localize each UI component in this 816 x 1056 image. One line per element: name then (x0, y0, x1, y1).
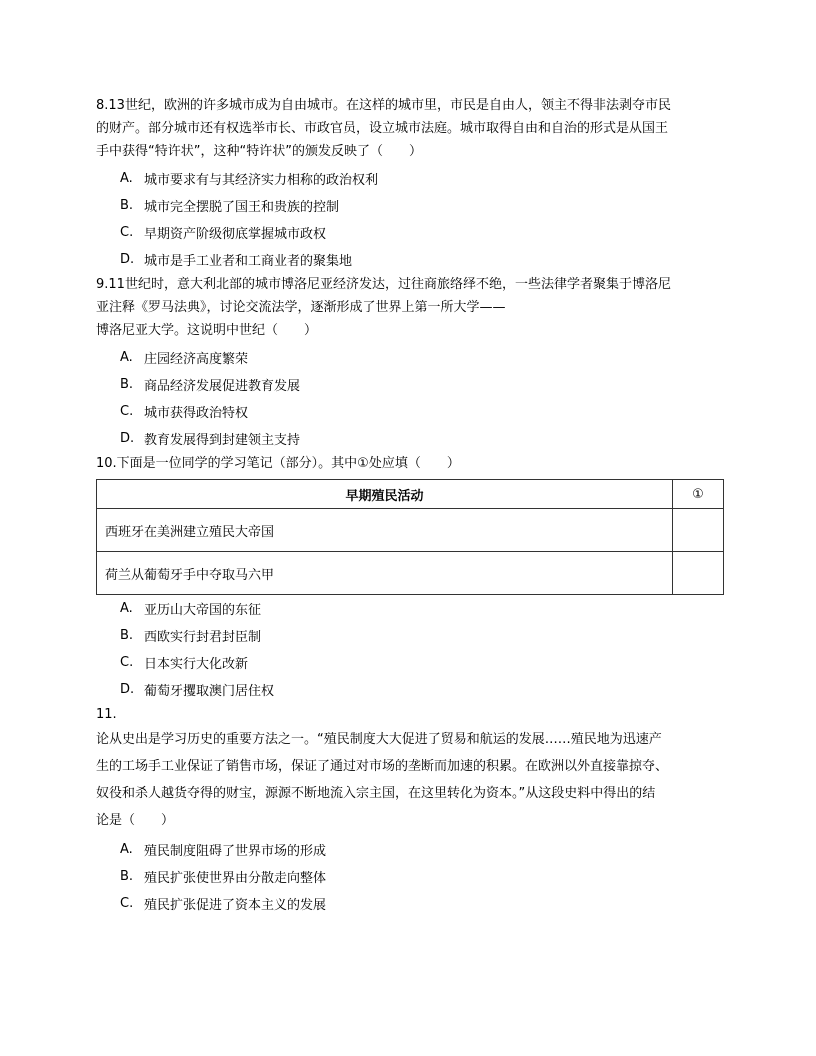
option-c[interactable]: C. 早期资产阶级彻底掌握城市政权 (120, 225, 327, 242)
table-row (97, 509, 724, 552)
table-header-cell: 早期殖民活动 (97, 480, 673, 509)
question-line: 8.13世纪，欧洲的许多城市成为自由城市。在这样的城市里，市民是自由人，领主不得非法剥夺市民 (96, 98, 671, 113)
options-list (96, 595, 724, 703)
option-b[interactable]: B. 城市完全摆脱了国王和贵族的控制 (120, 198, 340, 215)
option-c[interactable]: C. 殖民扩张促进了资本主义的发展 (120, 896, 327, 913)
option-a[interactable]: A. 殖民制度阻碍了世界市场的形成 (120, 842, 327, 859)
table-header-row (97, 480, 724, 509)
option-b[interactable]: B. 西欧实行封君封臣制 (120, 628, 262, 645)
option-c[interactable]: C. 日本实行大化改新 (120, 655, 249, 672)
table-cell (673, 552, 724, 595)
option-a[interactable]: A. 庄园经济高度繁荣 (120, 350, 249, 367)
document-content (96, 94, 724, 917)
question-line: 奴役和杀人越货夺得的财宝，源源不断地流入宗主国，在这里转化为资本。”从这段史料中得出的结 (96, 786, 656, 801)
question-line: 论从史出是学习历史的重要方法之一。“殖民制度大大促进了贸易和航运的发展……殖民地为迅速产 (96, 732, 662, 747)
question-line: 9.11世纪时，意大利北部的城市博洛尼亚经济发达，过往商旅络绎不绝，一些法律学者聚集于博洛尼 (96, 277, 671, 292)
option-b[interactable]: B. 殖民扩张使世界由分散走向整体 (120, 869, 327, 886)
question-line: 生的工场手工业保证了销售市场，保证了通过对市场的垄断而加速的积累。在欧洲以外直接靠掠夺、 (96, 759, 669, 774)
table-cell: 荷兰从葡萄牙手中夺取马六甲 (97, 552, 673, 595)
question-line: 10.下面是一位同学的学习笔记（部分）。其中①处应填（ ） (96, 456, 460, 471)
study-notes-table (96, 479, 724, 595)
question-11 (96, 703, 724, 917)
options-list (96, 344, 724, 452)
option-d[interactable]: D. 教育发展得到封建领主支持 (120, 431, 301, 448)
option-b[interactable]: B. 商品经济发展促进教育发展 (120, 377, 301, 394)
option-c[interactable]: C. 城市获得政治特权 (120, 404, 249, 421)
question-line: 亚注释《罗马法典》，讨论交流法学，逐渐形成了世界上第一所大学—— (96, 300, 506, 315)
option-a[interactable]: A. 城市要求有与其经济实力相称的政治权利 (120, 171, 379, 188)
table-row (97, 552, 724, 595)
table-header-cell: ① (673, 480, 724, 509)
option-a[interactable]: A. 亚历山大帝国的东征 (120, 601, 262, 618)
question-line: 11. (96, 707, 117, 722)
table-cell (673, 509, 724, 552)
question-line: 论是（ ） (96, 813, 175, 828)
options-list (96, 165, 724, 273)
question-line: 的财产。部分城市还有权选举市长、市政官员，设立城市法庭。城市取得自由和自治的形式是从国王 (96, 121, 669, 136)
question-line: 手中获得“特许状”，这种“特许状”的颁发反映了（ ） (96, 144, 422, 159)
option-d[interactable]: D. 葡萄牙攫取澳门居住权 (120, 682, 275, 699)
question-8 (96, 94, 724, 273)
question-9 (96, 273, 724, 452)
question-line: 博洛尼亚大学。这说明中世纪（ ） (96, 323, 318, 338)
question-10 (96, 452, 724, 703)
options-list (96, 836, 724, 917)
table-cell: 西班牙在美洲建立殖民大帝国 (97, 509, 673, 552)
option-d[interactable]: D. 城市是手工业者和工商业者的聚集地 (120, 252, 353, 269)
